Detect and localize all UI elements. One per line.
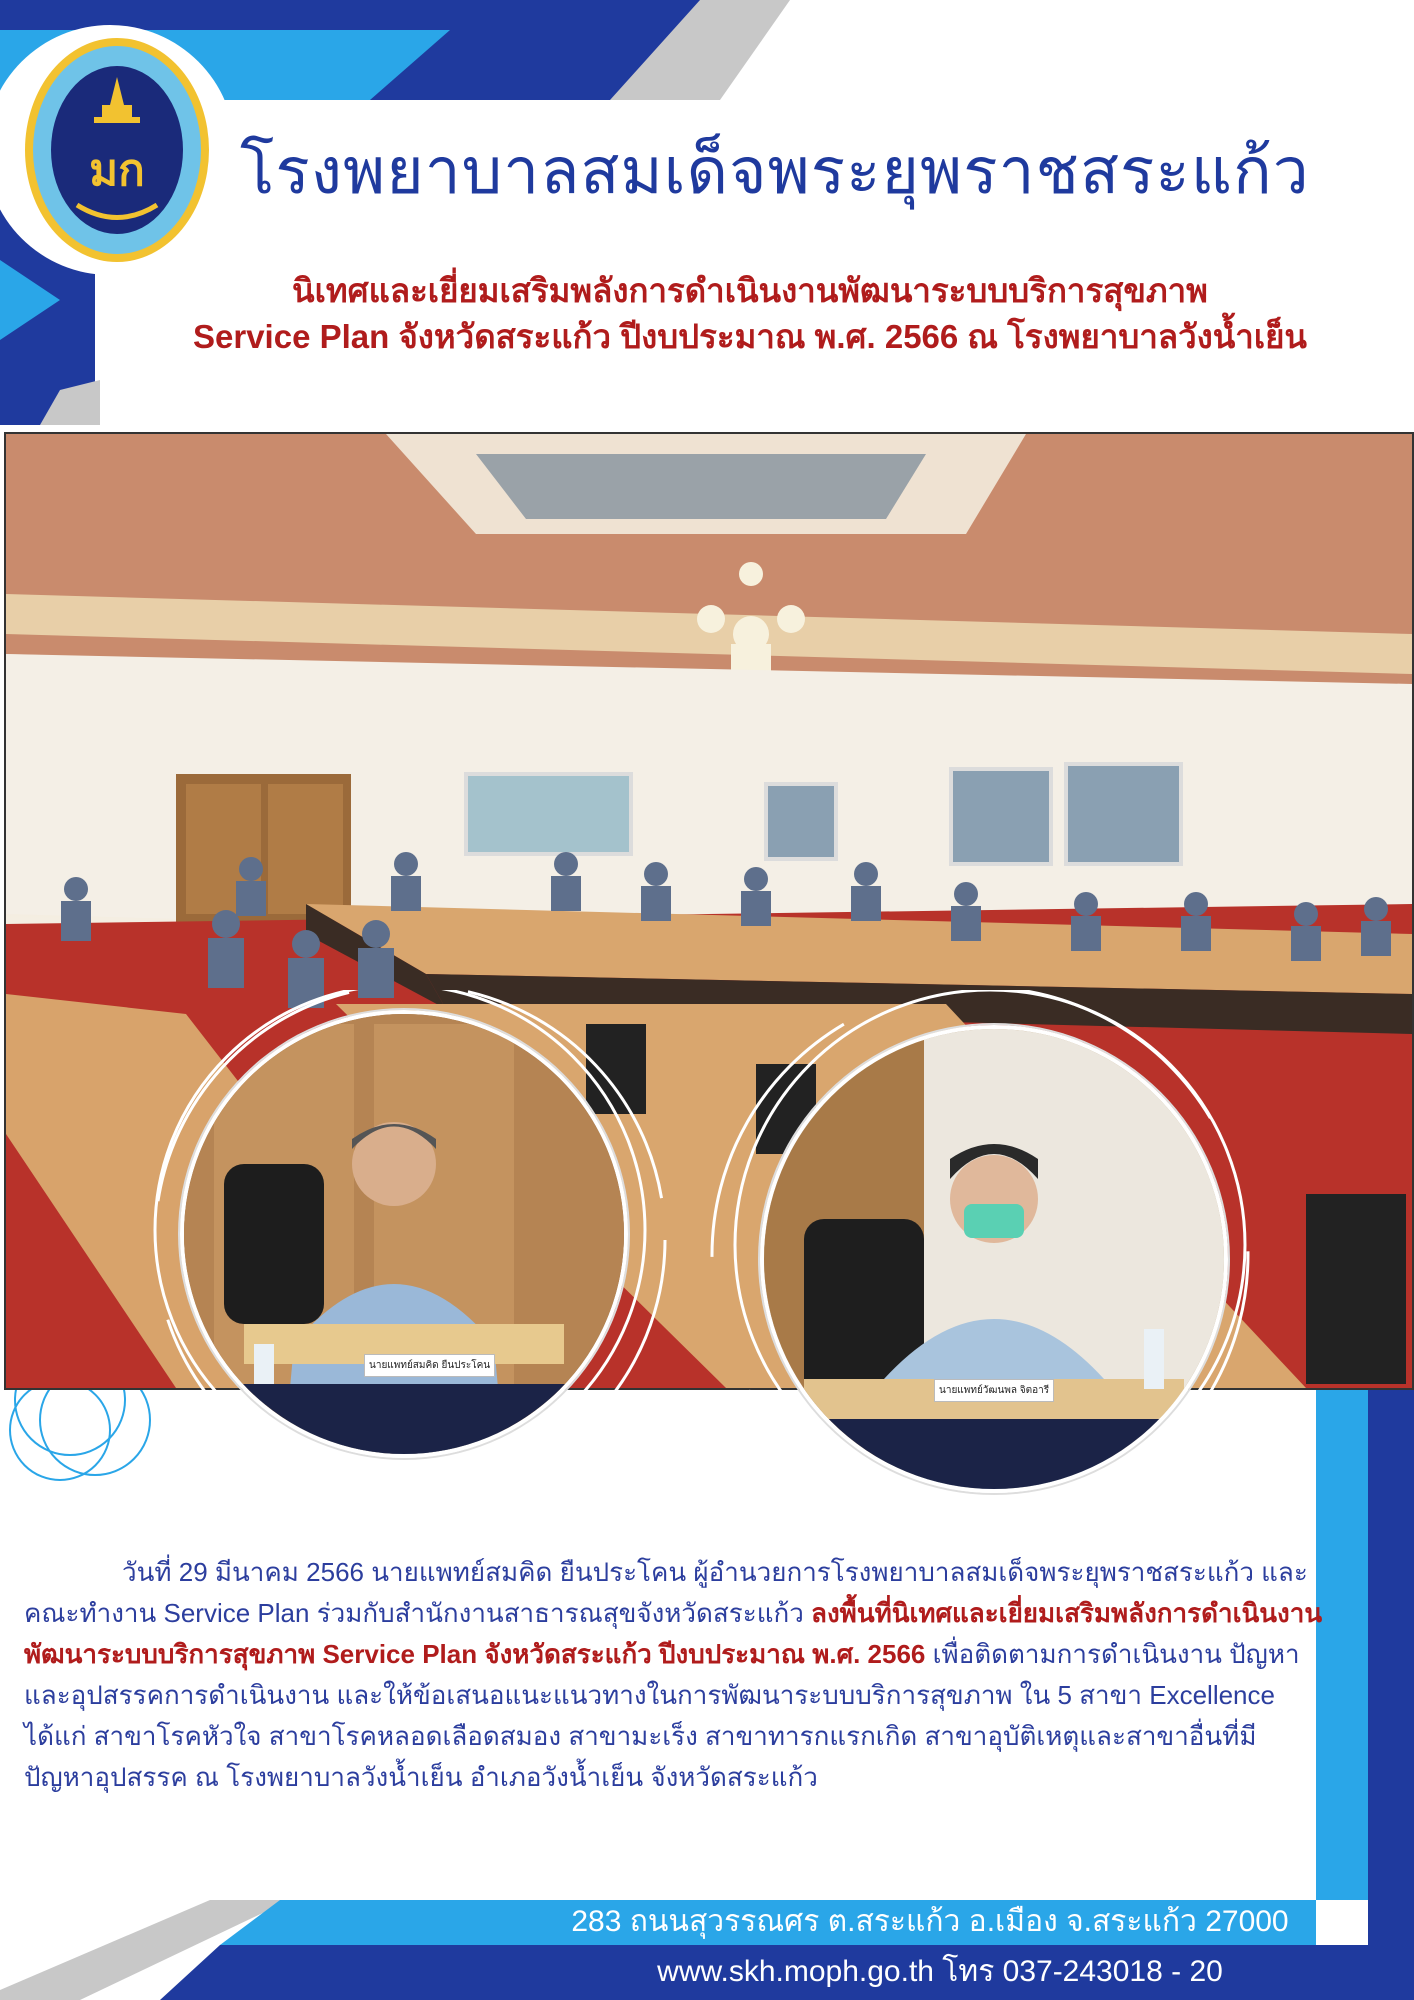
headline-line-2: Service Plan จังหวัดสระแก้ว ปีงบประมาณ พ.ศ. 2566 ณ โรงพยาบาลวังน้ำเย็น [193, 318, 1307, 355]
director-nameplate: นายแพทย์สมคิด ยืนประโคน [364, 1354, 495, 1377]
paragraph-part-2: เพื่อติดตามการดำเนินงาน ปัญหาและอุปสรรคการดำเนินงาน และให้ข้อเสนอแนะแนวทางในการพัฒนาระบบบริการสุขภาพ ใน 5 สาขา Excellence ได้แก่ สาขาโรคหัวใจ สาขาโรคหลอดเลือดสมอง สาขามะเร็ง สาขาทารกแรกเกิด สาขาอุบัติเหตุและสาขาอื่นที่มีปัญหาอุปสรรค ณ โรงพยาบาลวังน้ำเย็น อำเภอวังน้ำเย็น จังหวัดสระแก้ว [24, 1639, 1300, 1792]
hospital-name-title: โรงพยาบาลสมเด็จพระยุพราชสระแก้ว [240, 135, 1310, 209]
paragraph-part-1: วันที่ 29 มีนาคม 2566 นายแพทย์สมคิด ยืนประโคน ผู้อำนวยการโรงพยาบาลสมเด็จพระยุพราชสระแก้ว และคณะทำงาน Service Plan ร่วมกับสำนักงานสาธารณสุขจังหวัดสระแก้ว [24, 1557, 1308, 1628]
director-portrait [184, 1014, 624, 1454]
hospital-seal-icon [22, 35, 212, 265]
footer-website-phone: www.skh.moph.go.th โทร 037-243018 - 20 [657, 1955, 1223, 1988]
deputy-nameplate: นายแพทย์วัฒนพล จิตอารี [934, 1379, 1054, 1402]
svg-text:มก: มก [89, 145, 145, 196]
right-navy-band [1368, 1386, 1414, 2000]
hospital-logo [22, 35, 212, 265]
headline-line-1: นิเทศและเยี่ยมเสริมพลังการดำเนินงานพัฒนาระบบบริการสุขภาพ [292, 272, 1208, 309]
footer-address: 283 ถนนสุวรรณศร ต.สระแก้ว อ.เมือง จ.สระแก้ว 27000 [571, 1905, 1289, 1938]
deputy-portrait [764, 1029, 1224, 1489]
deputy-portrait-inset [760, 1025, 1228, 1493]
news-paragraph [24, 1552, 1324, 1798]
director-portrait-inset [180, 1010, 628, 1458]
paragraph-highlight: ลงพื้นที่นิเทศและเยี่ยมเสริมพลังการดำเนินงานพัฒนาระบบบริการสุขภาพ Service Plan จังหวัดสระแก้ว ปีงบประมาณ พ.ศ. 2566 [24, 1598, 1323, 1669]
headline [100, 268, 1400, 360]
